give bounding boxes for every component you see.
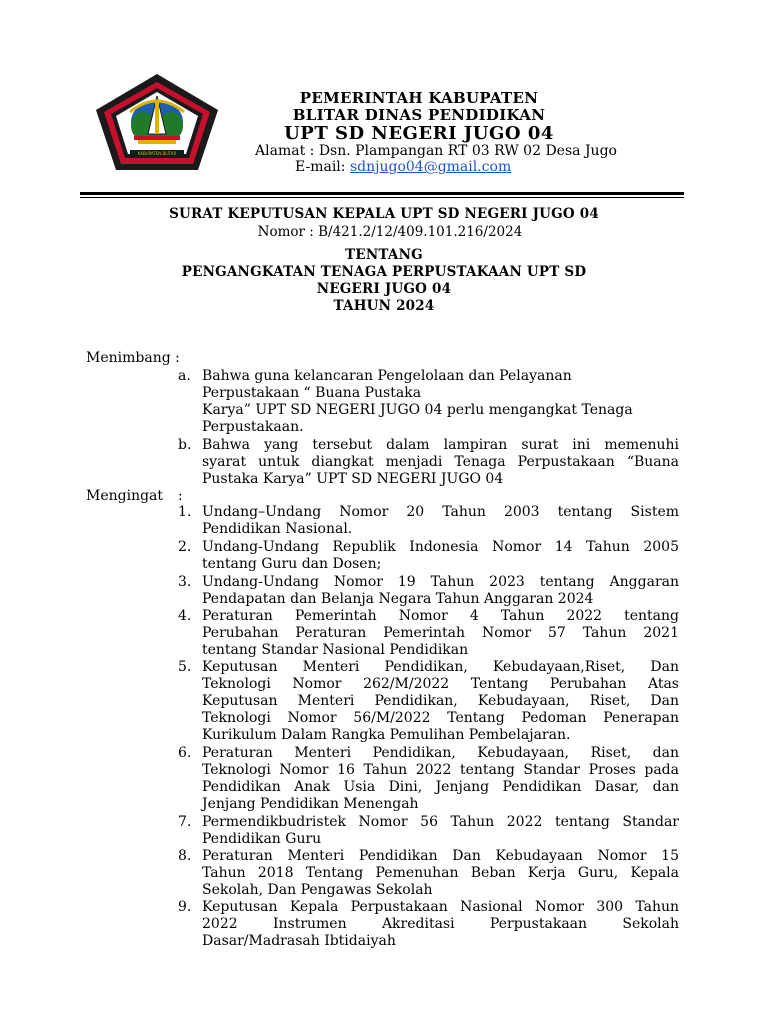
menimbang-item-b: Bahwa yang tersebut dalam lampiran surat ini memenuhi syarat untuk diangkat menjadi Tenaga Perpustakaan “Buana Pustaka Karya” UPT SD NEGERI JUGO 04 (202, 437, 679, 487)
mengingat-marker-7: 7. (178, 814, 192, 830)
logo-caption: KABUPATEN BLITAR (137, 151, 177, 156)
mengingat-colon: : (178, 488, 183, 504)
mengingat-item-9: Keputusan Kepala Perpustakaan Nasional Nomor 300 Tahun 2022 Instrumen Akreditasi Perpustakaan Sekolah Dasar/Madrasah Ibtidaiyah (202, 899, 679, 949)
header-divider-thick (80, 192, 684, 195)
menimbang-item-a: Bahwa guna kelancaran Pengelolaan dan Pelayanan Perpustakaan “ Buana Pustaka Karya” UPT SD NEGERI JUGO 04 perlu mengangkat Tenaga Perpustakaan. (202, 368, 633, 435)
mengingat-item-6: Peraturan Menteri Pendidikan, Kebudayaan, Riset, dan Teknologi Nomor 16 Tahun 2022 tentang Standar Proses pada Pendidikan Anak Usia Dini, Jenjang Pendidikan Dasar, dan Jenjang Pendidikan Menengah (202, 745, 679, 812)
mengingat-marker-5: 5. (178, 659, 192, 675)
mengingat-marker-2: 2. (178, 539, 192, 555)
mengingat-marker-3: 3. (178, 574, 192, 590)
mengingat-item-8: Peraturan Menteri Pendidikan Dan Kebudayaan Nomor 15 Tahun 2018 Tentang Pemenuhan Beban Kerja Guru, Kepala Sekolah, Dan Pengawas Sekolah (202, 848, 679, 898)
mengingat-item-5: Keputusan Menteri Pendidikan, Kebudayaan,Riset, Dan Teknologi Nomor 262/M/2022 Tentang Perubahan Atas Keputusan Menteri Pendidikan, Kebudayaan, Riset, Dan Teknologi Nomor 56/M/2022 Tentang Pedoman Penerapan Kurikulum Dalam Rangka Pemulihan Pembelajaran. (202, 659, 679, 743)
mengingat-marker-1: 1. (178, 504, 192, 520)
school-address: Alamat : Dsn. Plampangan RT 03 RW 02 Desa Jugo (255, 143, 617, 159)
school-name: UPT SD NEGERI JUGO 04 (284, 123, 554, 144)
decree-year: TAHUN 2024 (333, 298, 435, 314)
email-line (295, 159, 511, 175)
subject-line-1: PENGANGKATAN TENAGA PERPUSTAKAAN UPT SD (181, 264, 587, 280)
email-link[interactable]: sdnjugo04@gmail.com (349, 159, 512, 175)
menimbang-marker-a: a. (178, 368, 191, 384)
mengingat-label: Mengingat (86, 488, 164, 504)
mengingat-item-1: Undang–Undang Nomor 20 Tahun 2003 tentang Sistem Pendidikan Nasional. (202, 504, 679, 537)
mengingat-item-3: Undang-Undang Nomor 19 Tahun 2023 tentang Anggaran Pendapatan dan Belanja Negara Tahun Anggaran 2024 (202, 574, 679, 607)
decree-title: SURAT KEPUTUSAN KEPALA UPT SD NEGERI JUGO 04 (169, 206, 599, 222)
mengingat-item-7: Permendikbudristek Nomor 56 Tahun 2022 tentang Standar Pendidikan Guru (202, 814, 679, 847)
mengingat-item-4: Peraturan Pemerintah Nomor 4 Tahun 2022 tentang Perubahan Peraturan Pemerintah Nomor 57 Tahun 2021 tentang Standar Nasional Pendidikan (202, 608, 679, 658)
mengingat-marker-4: 4. (178, 608, 192, 624)
mengingat-marker-6: 6. (178, 745, 192, 761)
menimbang-label: Menimbang : (86, 350, 180, 366)
mengingat-marker-8: 8. (178, 848, 192, 864)
mengingat-marker-9: 9. (178, 899, 192, 915)
subject-line-2: NEGERI JUGO 04 (316, 281, 452, 297)
header-line-1: PEMERINTAH KABUPATEN (299, 89, 539, 107)
menimbang-marker-b: b. (178, 437, 192, 453)
tentang-heading: TENTANG (345, 247, 423, 263)
mengingat-item-2: Undang-Undang Republik Indonesia Nomor 14 Tahun 2005 tentang Guru dan Dosen; (202, 539, 679, 572)
decree-number: Nomor : B/421.2/12/409.101.216/2024 (257, 224, 523, 240)
header-line-2: BLITAR DINAS PENDIDIKAN (292, 106, 546, 124)
email-label: E-mail: (295, 159, 346, 175)
header-divider-thin (80, 197, 684, 198)
